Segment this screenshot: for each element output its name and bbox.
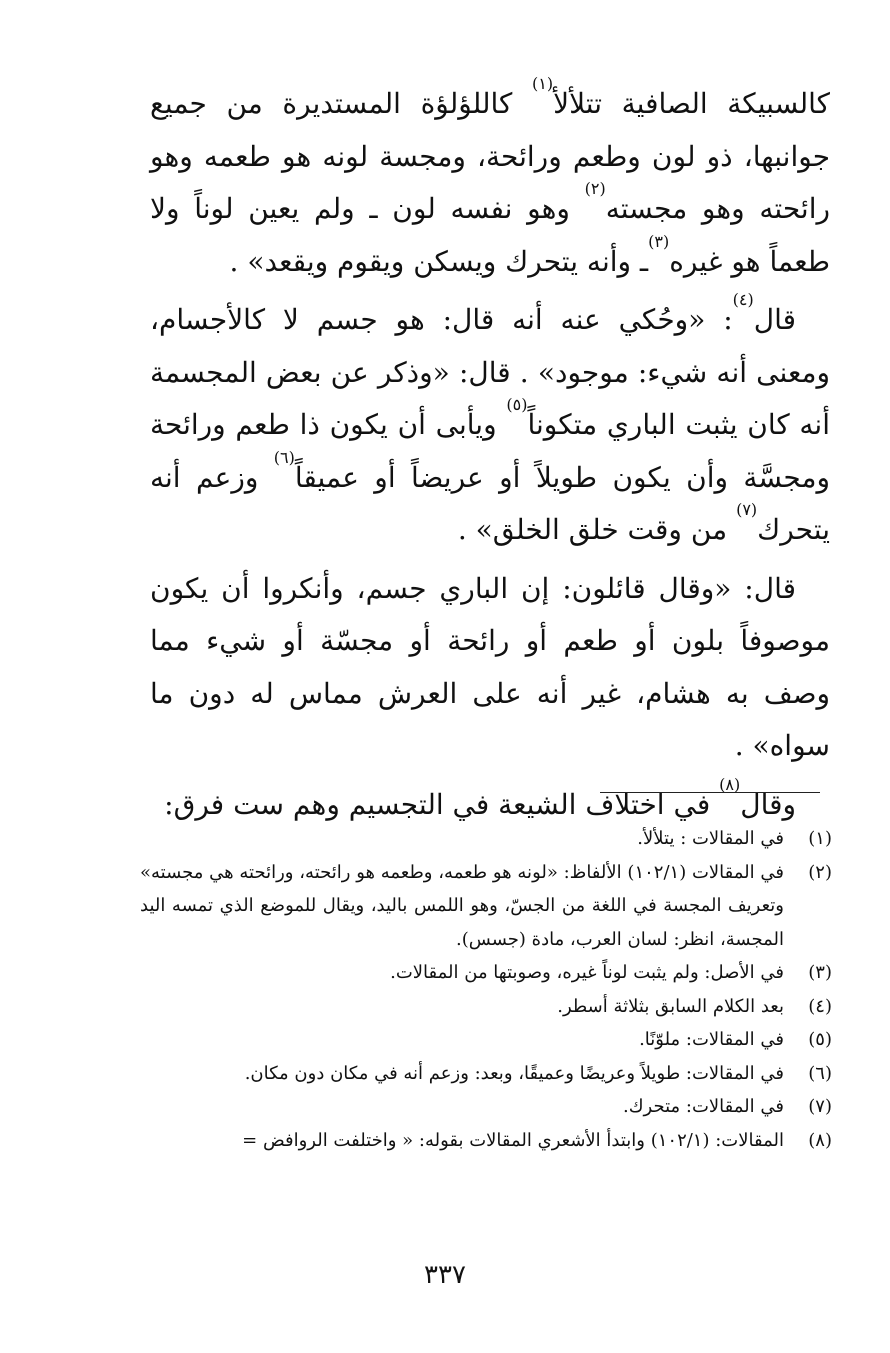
text-run: وهو نفسه لون ـ ولم يعين لوناً ولا طعماً هو غيره	[150, 192, 830, 278]
footnote-item	[140, 956, 832, 990]
footnote-number: (٧)	[808, 1096, 832, 1117]
text-run: : «وحُكي عنه أنه قال: هو جسم لا كالأجسام، ومعنى أنه شيء: موجود» . قال: «وذكر عن بعض المجسمة أنه كان يثبت الباري متكوناً	[150, 303, 830, 441]
paragraph-2	[150, 290, 830, 557]
footnote-number: (٦)	[808, 1062, 832, 1084]
footnote-number: (٥)	[808, 1029, 832, 1050]
text-run: في اختلاف الشيعة في التجسيم وهم ست فرق:	[164, 787, 720, 821]
text-run: وقال	[740, 787, 796, 821]
footnote-ref-6[interactable]: (٦)	[273, 447, 295, 467]
footnote-number: (٨)	[808, 1129, 832, 1151]
text-run: وزعم أنه يتحرك	[150, 460, 830, 546]
footnote-item	[140, 822, 832, 856]
paragraph-3: قال: «وقال قائلون: إن الباري جسم، وأنكروا أن يكون موصوفاً بلون أو طعم أو رائحة أو مجسّة أو شيء مما وصف به هشام، غير أنه على العرش مماس له دون ما سواه» .	[150, 571, 830, 762]
footnote-item	[140, 1023, 832, 1057]
footnote-text: في المقالات: ملوّنًا.	[639, 1029, 784, 1050]
footnote-ref-7[interactable]: (٧)	[736, 500, 758, 519]
footnote-ref-2[interactable]: (٢)	[584, 179, 606, 198]
footnote-text: في المقالات: طويلاً وعريضًا وعميقًا، وبعد: وزعم أنه في مكان دون مكان.	[244, 1062, 784, 1084]
paragraph-1	[150, 74, 831, 288]
text-run: كالسبيكة الصافية تتلألأ	[553, 87, 830, 120]
footnote-number: (١)	[808, 828, 832, 849]
footnote-text: في المقالات (١٠٢/١) الألفاظ: «لونه هو طعمه، وطعمه هو رائحته، ورائحته هي مجسته» وتعريف المجسة في اللغة من الجسّ، وهو اللمس باليد، ويقال للموضع الذي تمسه اليد المجسة، انظر: لسان العرب، مادة (جسس).	[140, 861, 785, 950]
footnote-text: في الأصل: ولم يثبت لوناً غيره، وصوبتها من المقالات.	[390, 962, 784, 983]
footnote-item	[140, 1057, 832, 1091]
footnote-ref-1[interactable]: (١)	[532, 74, 554, 93]
footnote-number: (٢)	[808, 861, 832, 883]
footnote-item	[140, 856, 832, 957]
main-text	[150, 74, 831, 837]
footnote-text: المقالات: (١٠٢/١) وابتدأ الأشعري المقالات بقوله: « واختلفت الروافض =	[242, 1129, 784, 1151]
footnote-item	[140, 1124, 832, 1158]
text-run: ـ وأنه يتحرك ويسكن ويقوم ويقعد» .	[229, 244, 649, 278]
footnote-ref-5[interactable]: (٥)	[506, 395, 528, 414]
footnote-separator	[600, 792, 820, 793]
footnote-text: بعد الكلام السابق بثلاثة أسطر.	[557, 995, 784, 1017]
footnote-number: (٣)	[808, 962, 832, 983]
text-run: ويأبى أن يكون ذا طعم ورائحة ومجسَّة وأن يكون طويلاً أو عريضاً أو عميقاً	[150, 408, 830, 494]
text-run: قال	[753, 303, 796, 336]
footnotes	[140, 822, 832, 1157]
text-run: من وقت خلق الخلق» .	[457, 513, 737, 546]
page-number: ٣٣٧	[424, 1260, 466, 1290]
footnote-ref-8[interactable]: (٨)	[719, 774, 741, 794]
footnote-number: (٤)	[808, 995, 832, 1017]
footnote-ref-3[interactable]: (٣)	[648, 231, 670, 251]
footnote-text: في المقالات: متحرك.	[623, 1096, 784, 1117]
footnote-text: في المقالات : يتلألأ.	[637, 828, 784, 849]
text-run: كاللؤلؤة المستديرة من جميع جوانبها، ذو لون وطعم ورائحة، ومجسة لونه هو طعمه وهو رائحته وهو مجسته	[150, 87, 831, 225]
footnote-item	[140, 1090, 832, 1124]
footnote-item	[140, 990, 832, 1024]
footnote-ref-4[interactable]: (٤)	[732, 290, 754, 309]
